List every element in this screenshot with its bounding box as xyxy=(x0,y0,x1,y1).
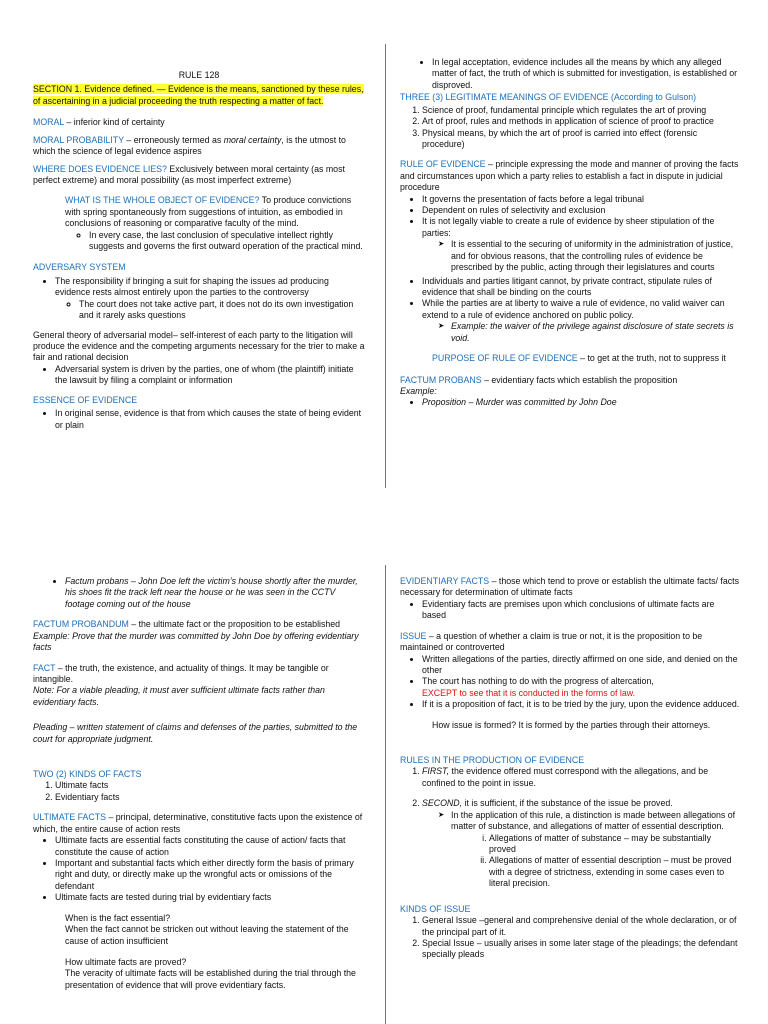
two-kinds-heading: TWO (2) KINDS OF FACTS xyxy=(33,769,142,780)
top-left-column xyxy=(33,70,365,437)
list-item: • Individuals and parties litigant cannot, by private contract, stipulate rules of evidence that shall be binding on the courts xyxy=(422,276,740,299)
list-item: 1. Ultimate facts xyxy=(55,780,367,791)
list-item: • It governs the presentation of facts before a legal tribunal xyxy=(422,194,740,205)
fact-note: Note: For a viable pleading, it must aver sufficient ultimate facts rather than evidentiary facts. xyxy=(33,685,325,707)
moral-definition: MORAL – inferior kind of certainty xyxy=(33,117,165,128)
how-answer: The veracity of ultimate facts will be established during the trial through the presentation of evidence that will prove evidentiary facts. xyxy=(65,968,356,990)
top-right-column xyxy=(400,57,740,415)
list-item: 3. Physical means, by which the art of proof is carried into effect (forensic procedure) xyxy=(422,128,740,151)
list-item: • Adversarial system is driven by the parties, one of whom (the plaintiff) initiate the lawsuit by filing a complaint or information xyxy=(55,364,365,387)
list-item: 1. Science of proof, fundamental principle which regulates the art of proving xyxy=(422,105,740,116)
list-item: • Written allegations of the parties, directly affirmed on one side, and denied on the other xyxy=(422,654,740,677)
list-item: • If it is a proposition of fact, it is to be tried by the jury, upon the evidence adduced. xyxy=(422,699,740,710)
list-item: ➤ In the application of this rule, a distinction is made between allegations of matter of substance, and allegations of matter of essential description. i. Allegations of matter of substance – may be substantially proved ii. Allegations of matter of essential description – must be proved with a degree of strictness, extending in some cases even to literal precision. xyxy=(438,810,740,890)
three-meanings-list xyxy=(400,105,740,151)
factum-probandum-definition: FACTUM PROBANDUM – the ultimate fact or the proposition to be established xyxy=(33,619,341,630)
list-item: 2. Evidentiary facts xyxy=(55,792,367,803)
issue-definition: ISSUE – a question of whether a claim is true or not, it is the proposition to be maintained or controverted xyxy=(400,630,703,653)
two-kinds-list xyxy=(33,780,367,803)
when-answer: When the fact cannot be stricken out without leaving the statement of the cause of action insufficient xyxy=(65,924,349,946)
general-theory: General theory of adversarial model– self-interest of each party to the litigation will produce the evidence and the competing arguments necessary for the trier to make a fair and rational decision xyxy=(33,329,365,363)
list-item: ➤ Example: the waiver of the privilege against disclosure of state secrets is void. xyxy=(438,321,740,344)
when-question: When is the fact essential? xyxy=(65,912,171,923)
factum-probandum-example: Example: Prove that the murder was committed by John Doe by offering evidentiary facts xyxy=(33,630,359,653)
list-item: • While the parties are at liberty to waive a rule of evidence, no valid waiver can extend to a rule of evidence anchored on public policy. ➤ Example: the waiver of the privilege against disclosure of state secrets is void. xyxy=(422,298,740,344)
column-divider-top xyxy=(385,44,386,488)
list-item: • The court has nothing to do with the progress of altercation, EXCEPT to see that it is conducted in the forms of law. xyxy=(422,676,740,699)
list-item: 2. Special Issue – usually arises in some later stage of the pleadings; the defendant specially pleads xyxy=(422,938,740,961)
purpose-of-rule: PURPOSE OF RULE OF EVIDENCE – to get at the truth, not to suppress it xyxy=(432,353,726,364)
ultimate-facts-definition: ULTIMATE FACTS – principal, determinative, constitutive facts upon the existence of which, the entire cause of action rests xyxy=(33,812,363,834)
list-item: 2. Art of proof, rules and methods in application of science of proof to practice xyxy=(422,116,740,127)
list-item: ◦ The court does not take active part, it does not do its own investigation and it rarely asks questions xyxy=(79,299,365,322)
rule-of-evidence-definition: RULE OF EVIDENCE – principle expressing the mode and manner of proving the facts and circumstances upon which a party relies to establish a fact in dispute in judicial procedure xyxy=(400,159,739,193)
list-item: • In legal acceptation, evidence includes all the means by which any alleged matter of fact, the truth of which is submitted for investigation, is established or disproved. xyxy=(432,57,740,91)
list-item: • Ultimate facts are tested during trial by evidentiary facts xyxy=(55,892,367,903)
list-item: i. Allegations of matter of substance – may be substantially proved xyxy=(489,833,740,856)
rules-production-heading: RULES IN THE PRODUCTION OF EVIDENCE xyxy=(400,755,585,766)
list-item: 1. FIRST, the evidence offered must correspond with the allegations, and be confined to the point in issue. xyxy=(422,766,740,789)
list-item: ➤ It is essential to the securing of uniformity in the administration of justice, and for obvious reasons, that the controlling rules of evidence be prescribed by the public, acting through their legislatures and courts xyxy=(438,239,740,273)
pleading-definition: Pleading – written statement of claims and defenses of the parties, submitted to the court for appropriate judgment. xyxy=(33,722,358,744)
how-question: How ultimate facts are proved? xyxy=(65,956,187,967)
list-item: • Proposition – Murder was committed by John Doe xyxy=(422,397,740,408)
bottom-right-column xyxy=(400,576,740,967)
three-meanings-heading: THREE (3) LEGITIMATE MEANINGS OF EVIDENCE (According to Gulson) xyxy=(400,92,697,103)
rules-production-list xyxy=(400,766,740,889)
list-item: • In original sense, evidence is that from which causes the state of being evident or plain xyxy=(55,408,365,431)
list-item: 1. General Issue –general and comprehensive denial of the whole declaration, or of the principal part of it. xyxy=(422,915,740,938)
qa-block xyxy=(65,913,367,992)
list-item: 2. SECOND, it is sufficient, if the substance of the issue be proved. ➤ In the application of this rule, a distinction is made between allegations of matter of substance, and allegations of matter of essential description. i. Allegations of matter of substance – may be substantially proved ii. Allegations of matter of essential description – must be proved with a degree of strictness, extending in some cases even to literal precision. xyxy=(422,798,740,889)
adversary-system-heading: ADVERSARY SYSTEM xyxy=(33,262,126,273)
moral-probability-definition: MORAL PROBABILITY – erroneously termed as moral certainty, is the utmost to which the science of legal evidence aspires xyxy=(33,134,346,157)
list-item: • Evidentiary facts are premises upon which conclusions of ultimate facts are based xyxy=(422,599,740,622)
object-of-evidence: WHAT IS THE WHOLE OBJECT OF EVIDENCE? To produce convictions with spring spontaneously from suggestions of intuition, as embodied in conclusions of reasoning or comparative faculty of the mind. ◦ In every case, the last conclusion of speculative intellect rightly suggests and governs the first outward operation of the practical mind. xyxy=(65,195,365,252)
list-item: • The responsibility if bringing a suit for shaping the issues ad producing evidence rests almost entirely upon the parties to the controversy ◦ The court does not take active part, it does not do its own investigation and it rarely asks questions xyxy=(55,276,365,322)
factum-probans-definition: FACTUM PROBANS – evidentiary facts which establish the proposition xyxy=(400,374,678,385)
column-divider-bottom xyxy=(385,565,386,1024)
list-item: • Factum probans – John Doe left the victim’s house shortly after the murder, his shoes fit the track left near the house or he was seen in the CCTV footage coming out of the house xyxy=(65,576,367,610)
kinds-of-issue-heading: KINDS OF ISSUE xyxy=(400,903,471,914)
list-item: • Dependent on rules of selectivity and exclusion xyxy=(422,205,740,216)
list-item: • Important and substantial facts which either directly form the basis of primary right and duty, or directly make up the wrongful acts or omissions of the defendant xyxy=(55,858,367,892)
essence-heading: ESSENCE OF EVIDENCE xyxy=(33,394,138,405)
kinds-of-issue-list xyxy=(400,915,740,961)
where-evidence-lies: WHERE DOES EVIDENCE LIES? Exclusively between moral certainty (as most perfect extreme) and moral possibility (as most imperfect extreme) xyxy=(33,163,345,185)
evidentiary-facts-definition: EVIDENTIARY FACTS – those which tend to prove or establish the ultimate facts/ facts necessary for determination of ultimate facts xyxy=(400,576,740,598)
fact-definition: FACT – the truth, the existence, and actuality of things. It may be tangible or intangible. xyxy=(33,662,329,684)
rule-title: RULE 128 xyxy=(178,70,220,80)
example-label: Example: xyxy=(400,385,437,396)
list-item: ii. Allegations of matter of essential description – must be proved with a degree of strictness, extending in some cases even to literal precision. xyxy=(489,855,740,889)
list-item: • Ultimate facts are essential facts constituting the cause of action/ facts that constitute the cause of action xyxy=(55,835,367,858)
bottom-left-column xyxy=(33,576,367,997)
list-item: ◦ In every case, the last conclusion of speculative intellect rightly suggests and governs the first outward operation of the practical mind. xyxy=(89,230,365,253)
list-item: • It is not legally viable to create a rule of evidence by sheer stipulation of the parties: ➤ It is essential to the securing of uniformity in the administration of justice, and for obvious reasons, that the controlling rules of evidence be prescribed by the public, acting through their legislatures and courts xyxy=(422,216,740,273)
section-1-definition: SECTION 1. Evidence defined. — Evidence is the means, sanctioned by these rules, of ascertaining in a judicial proceeding the truth respecting a matter of fact. xyxy=(33,84,364,106)
how-issue-formed: How issue is formed? It is formed by the parties through their attorneys. xyxy=(432,719,711,730)
